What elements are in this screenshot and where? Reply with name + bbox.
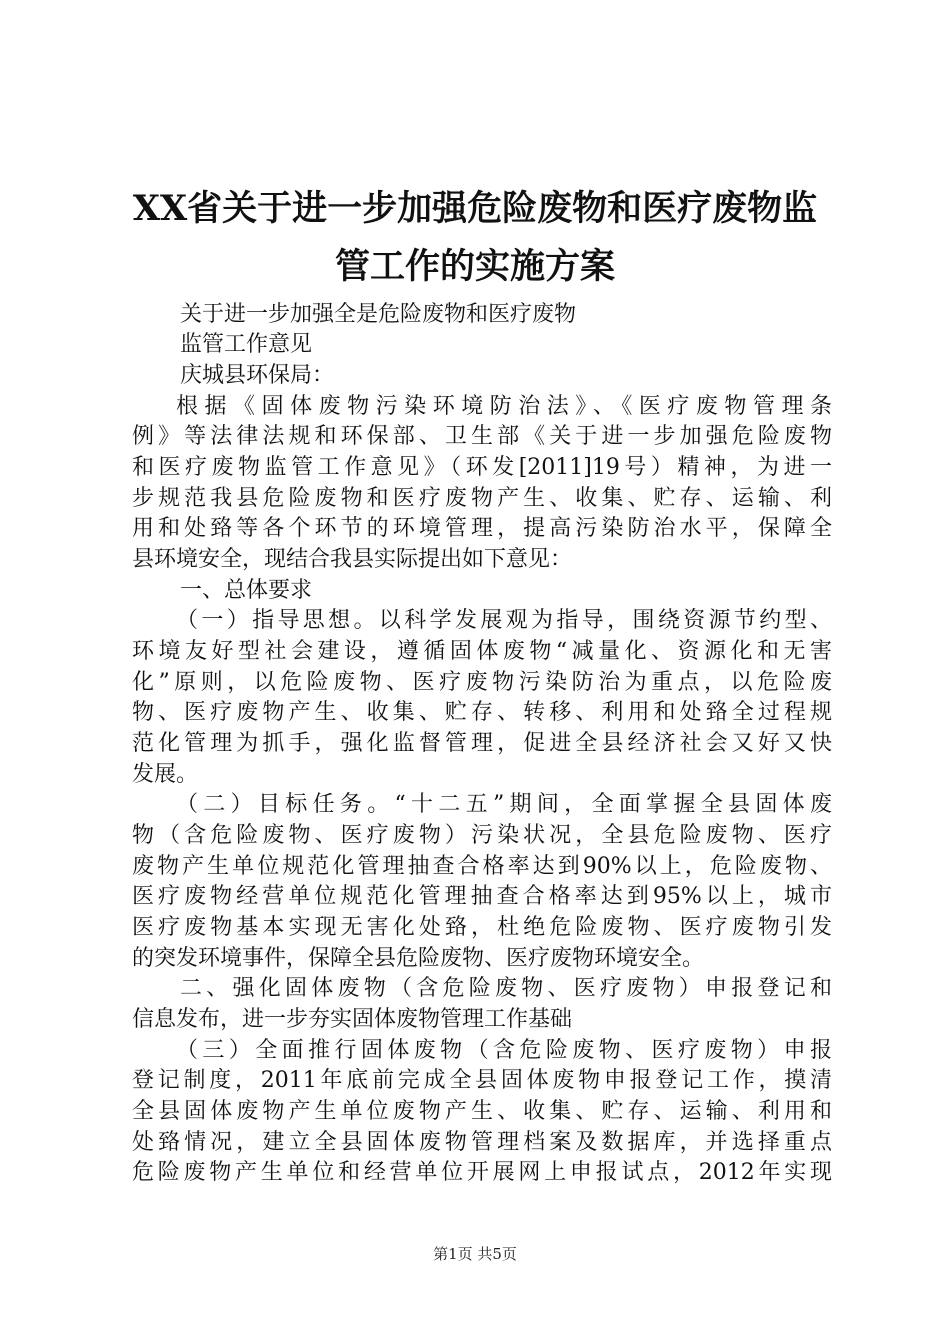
body-text-line: 处臵情况，建立全县固体废物管理档案及数据库，并选择重点 xyxy=(132,1130,832,1155)
body-text-line: 庆城县环保局： xyxy=(180,363,335,388)
body-text-line: 物（含危险废物、医疗废物）污染状况，全县危险废物、医疗 xyxy=(132,823,832,848)
document-title-line-1: XX省关于进一步加强危险废物和医疗废物监 xyxy=(132,188,818,229)
body-text-line: 二、强化固体废物（含危险废物、医疗废物）申报登记和 xyxy=(180,976,832,1001)
body-text-line: 物、医疗废物产生、收集、贮存、转移、利用和处臵全过程规 xyxy=(132,700,832,725)
body-text-line: 范化管理为抓手，强化监督管理，促进全县经济社会又好又快 xyxy=(132,731,832,756)
body-text-line: 登记制度，2011年底前完成全县固体废物申报登记工作，摸清 xyxy=(132,1068,832,1093)
body-text-line: 医疗废物基本实现无害化处臵，杜绝危险废物、医疗废物引发 xyxy=(132,915,832,940)
body-text-line: 发展。 xyxy=(132,762,199,787)
body-text-line: 和医疗废物监管工作意见》（环发[2011]19号）精神，为进一 xyxy=(132,455,832,480)
body-text-line: 根据《固体废物污染环境防治法》、《医疗废物管理条 xyxy=(176,394,832,419)
body-text-line: 环境友好型社会建设，遵循固体废物“减量化、资源化和无害 xyxy=(132,639,832,664)
body-text-line: 医疗废物经营单位规范化管理抽查合格率达到95%以上，城市 xyxy=(132,884,832,909)
body-text-line: （一）指导思想。以科学发展观为指导，围绕资源节约型、 xyxy=(176,608,832,633)
document-title-line-2: 管工作的实施方案 xyxy=(334,246,615,287)
page-footer: 第1页 共5页 xyxy=(433,1245,517,1263)
body-text-line: 用和处臵等各个环节的环境管理，提高污染防治水平，保障全 xyxy=(132,516,832,541)
body-text-line: 县环境安全，现结合我县实际提出如下意见： xyxy=(132,547,573,572)
body-text-line: 步规范我县危险废物和医疗废物产生、收集、贮存、运输、利 xyxy=(132,486,832,511)
body-text-line: 监管工作意见 xyxy=(180,332,313,357)
body-text-line: 例》等法律法规和环保部、卫生部《关于进一步加强危险废物 xyxy=(132,424,832,449)
body-text-line: （二）目标任务。“十二五”期间，全面掌握全县固体废 xyxy=(176,792,832,817)
body-text-line: 一、总体要求 xyxy=(180,578,313,603)
body-text-line: 关于进一步加强全是危险废物和医疗废物 xyxy=(180,302,577,327)
body-text-line: 废物产生单位规范化管理抽查合格率达到90%以上，危险废物、 xyxy=(132,854,832,879)
body-text-line: 全县固体废物产生单位废物产生、收集、贮存、运输、利用和 xyxy=(132,1099,832,1124)
body-text-line: 化”原则，以危险废物、医疗废物污染防治为重点，以危险废 xyxy=(132,670,832,695)
body-text-line: 信息发布，进一步夯实固体废物管理工作基础 xyxy=(132,1007,573,1032)
body-text-line: 的突发环境事件，保障全县危险废物、医疗废物环境安全。 xyxy=(132,946,705,971)
body-text-line: （三）全面推行固体废物（含危险废物、医疗废物）申报 xyxy=(176,1038,832,1063)
body-text-line: 危险废物产生单位和经营单位开展网上申报试点，2012年实现 xyxy=(132,1160,832,1185)
